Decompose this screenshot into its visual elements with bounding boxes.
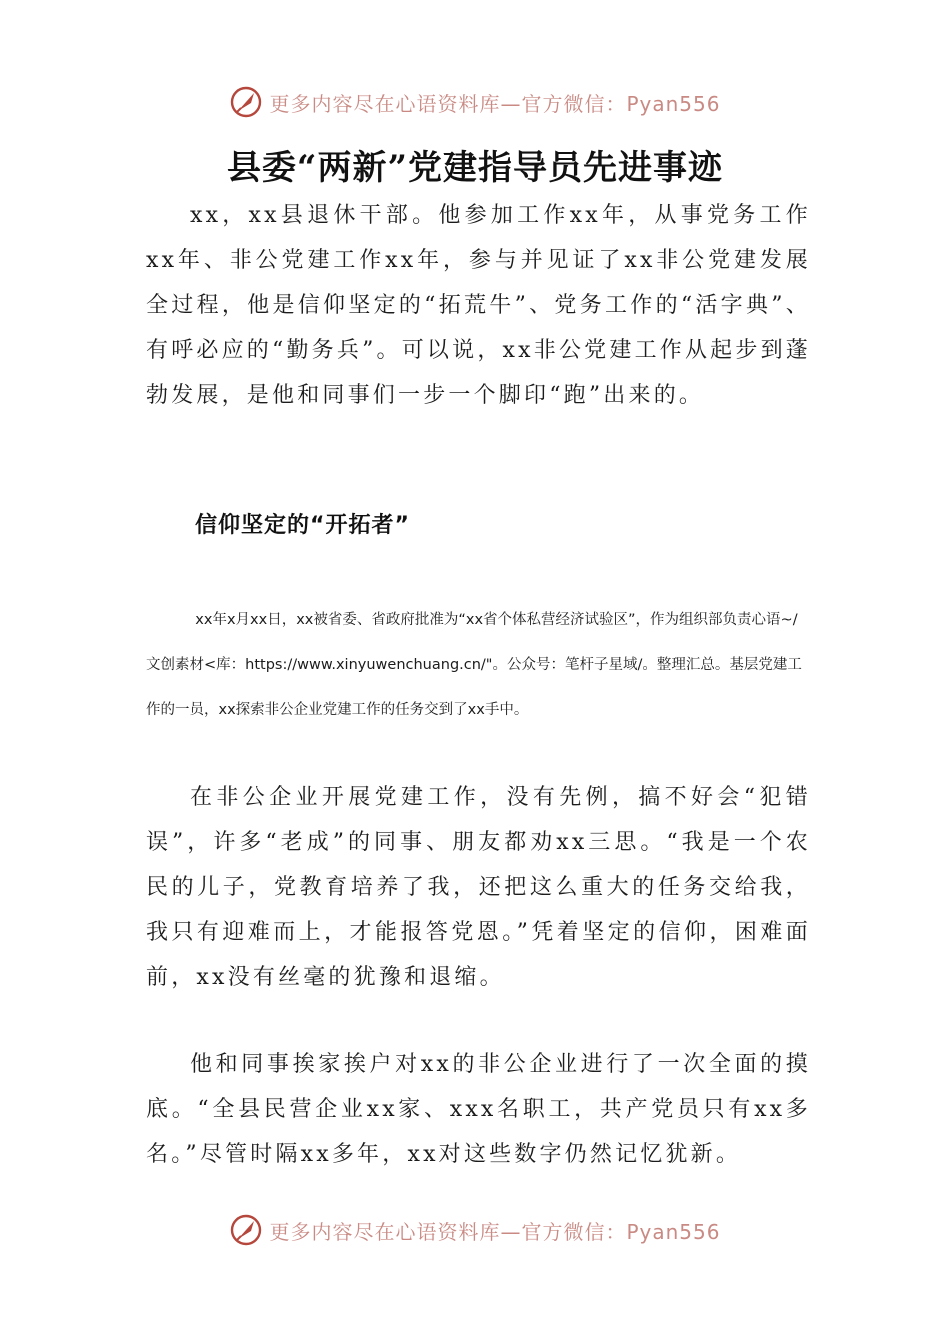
watermark-text: 更多内容尽在心语资料库—官方微信：Pyan556 (269, 91, 721, 116)
section-heading: 信仰坚定的“开拓者” (195, 513, 410, 538)
paragraph-intro (146, 193, 811, 418)
watermark-banner-top (0, 82, 950, 122)
watermark-text: 更多内容尽在心语资料库—官方微信：Pyan556 (269, 1219, 721, 1244)
quill-logo-icon (229, 85, 263, 119)
paragraph-intro-text: xx，xx县退休干部。他参加工作xx年，从事党务工作xx年、非公党建工作xx年，参与并见证了xx非公党建发展全过程，他是信仰坚定的“拓荒牛”、党务工作的“活字典”、有呼必应的“勤务兵”。可以说，xx非公党建工作从起步到蓬勃发展，是他和同事们一步一个脚印“跑”出来的。 (146, 203, 811, 408)
paragraph-difficulty (146, 775, 811, 1000)
paragraph-small-print-text: xx年x月xx日，xx被省委、省政府批准为“xx省个体私营经济试验区”，作为组织部负责心语~/文创素材<库：https://www.xinyuwenchuang.cn/"。公众号：笔杆子星域/。整理汇总。基层党建工作的一员，xx探索非公企业党建工作的任务交到了xx手中。 (146, 612, 802, 718)
watermark-banner-bottom (0, 1210, 950, 1250)
document-title: 县委“两新”党建指导员先进事迹 (226, 148, 724, 188)
quill-logo-icon (229, 1213, 263, 1247)
paragraph-survey-text: 他和同事挨家挨户对xx的非公企业进行了一次全面的摸底。“全县民营企业xx家、xxx名职工，共产党员只有xx多名。”尽管时隔xx多年，xx对这些数字仍然记忆犹新。 (146, 1052, 811, 1167)
paragraph-survey (146, 1042, 811, 1177)
paragraph-small-print (146, 598, 811, 733)
paragraph-difficulty-text: 在非公企业开展党建工作，没有先例，搞不好会“犯错误”，许多“老成”的同事、朋友都劝xx三思。“我是一个农民的儿子，党教育培养了我，还把这么重大的任务交给我，我只有迎难而上，才能报答党恩。”凭着坚定的信仰，困难面前，xx没有丝毫的犹豫和退缩。 (146, 785, 811, 990)
